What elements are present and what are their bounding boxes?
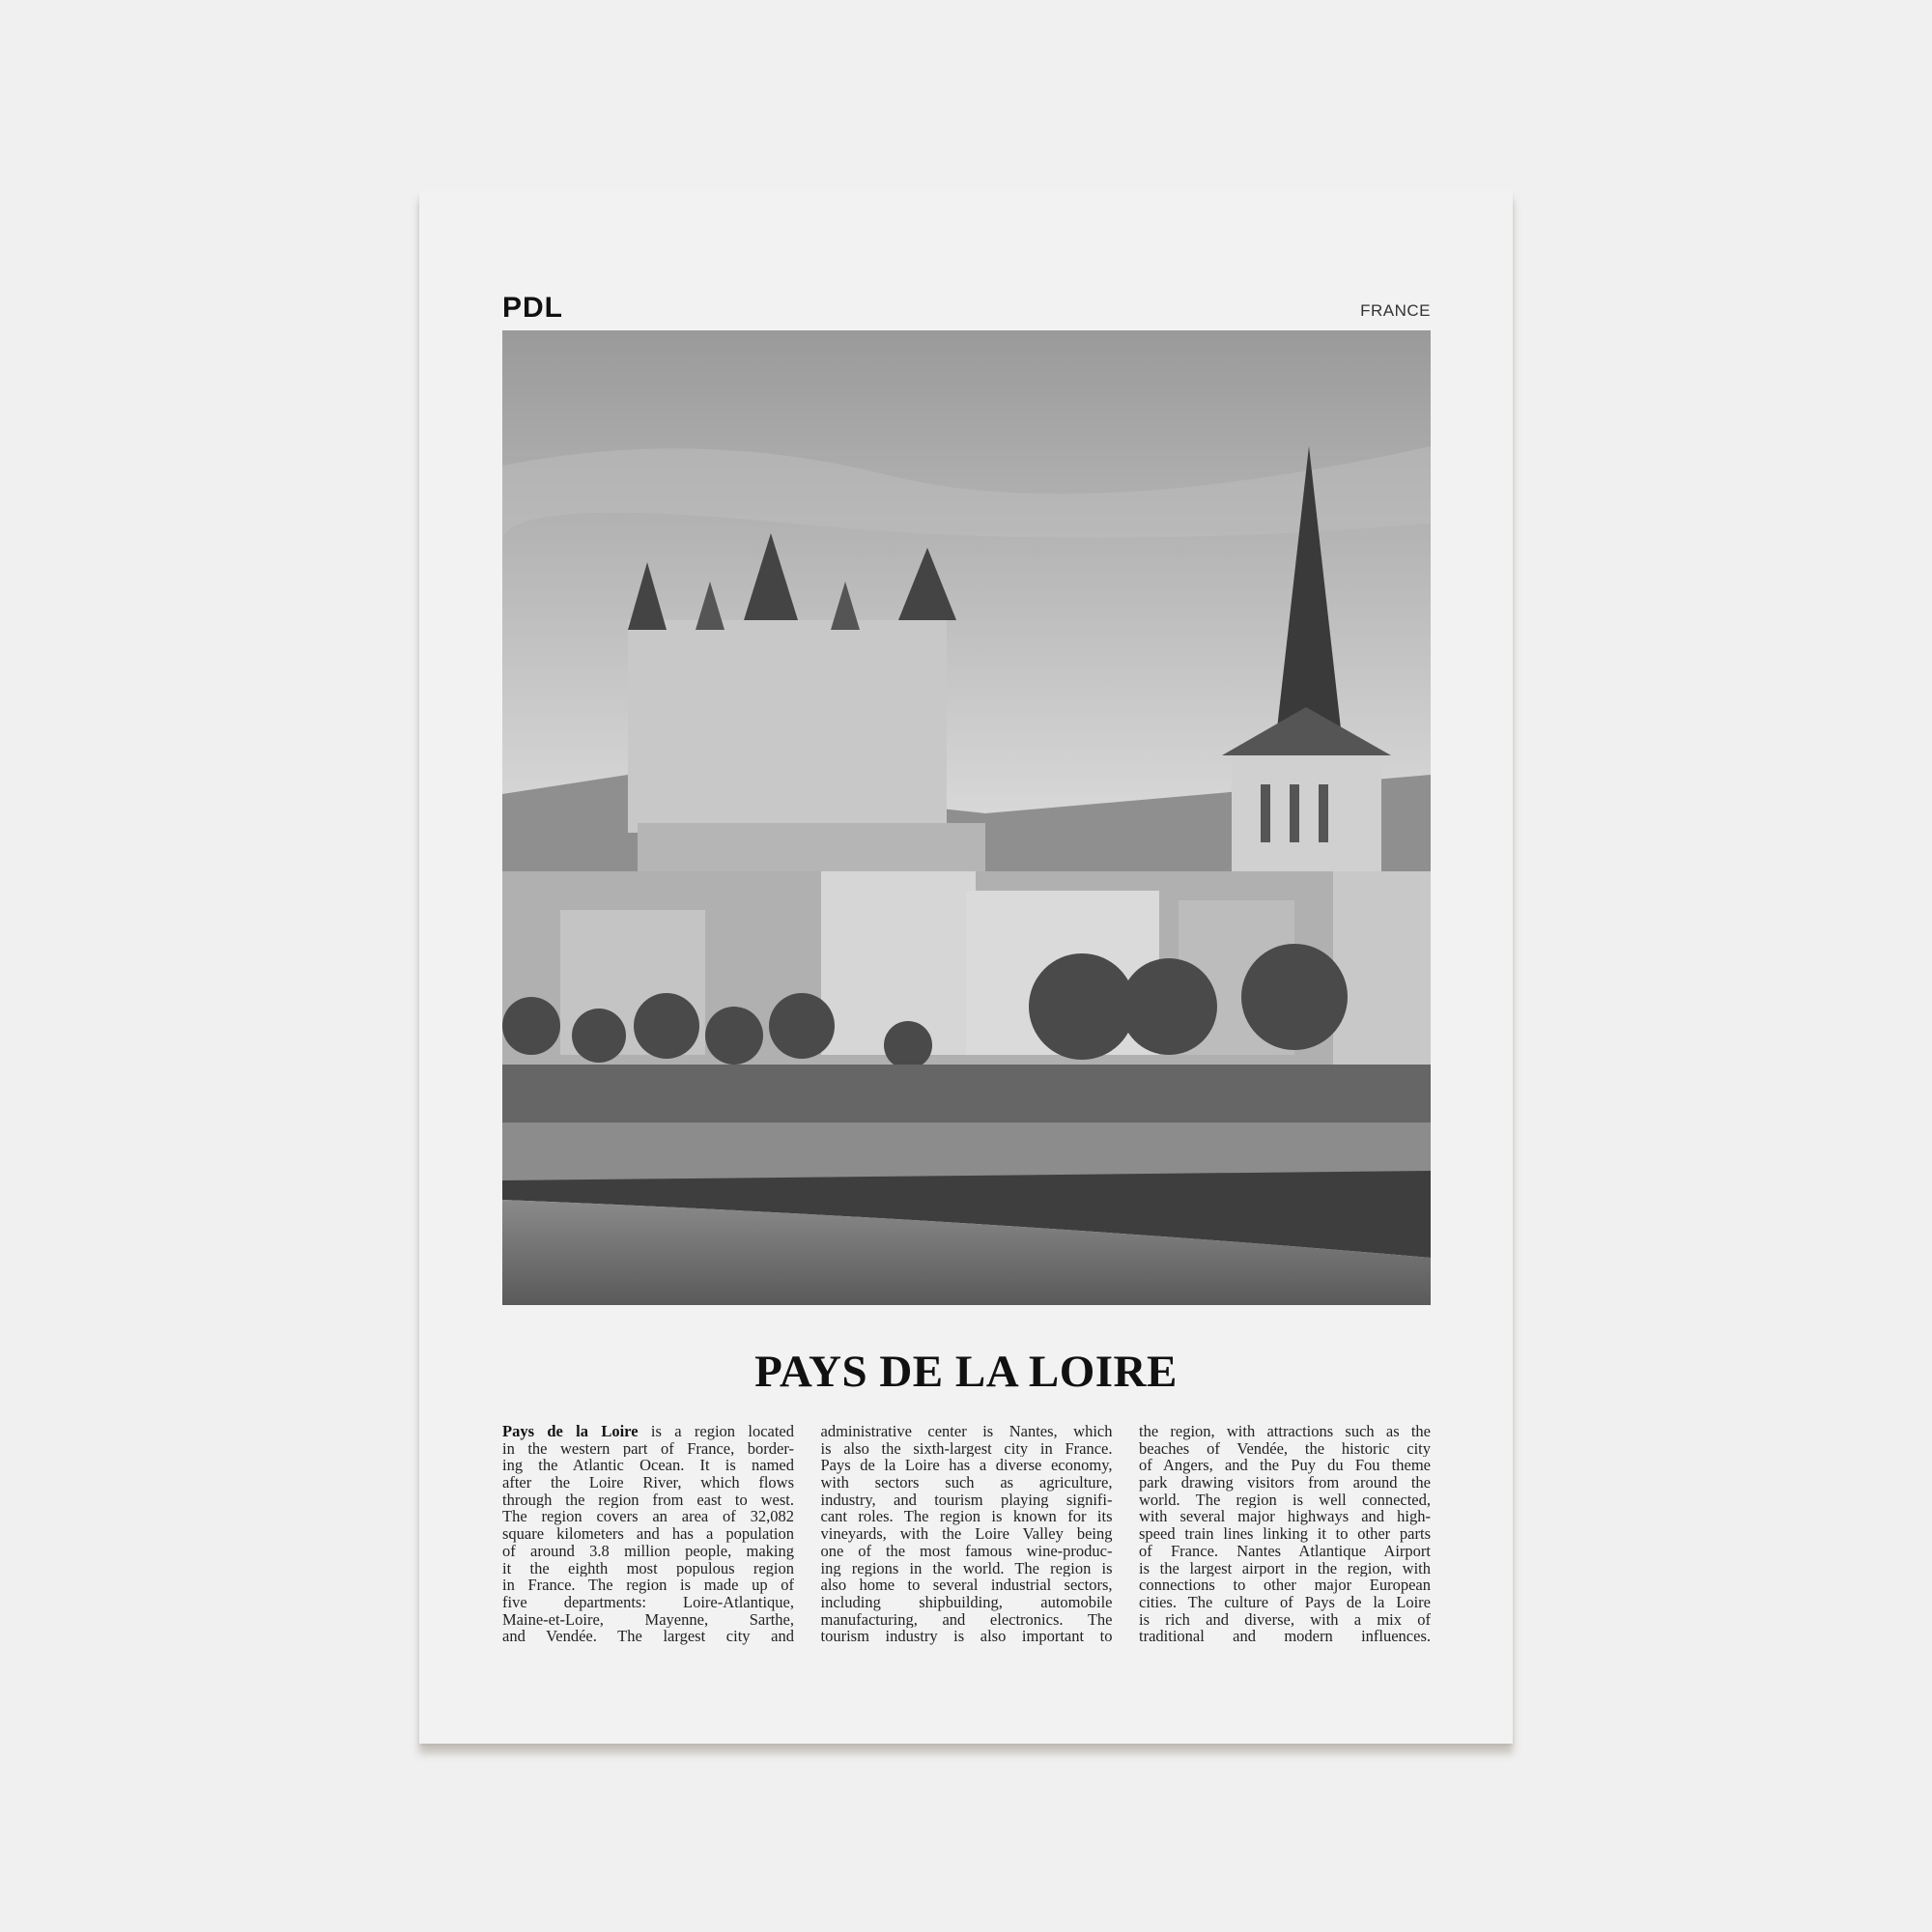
text-line [821,1423,1113,1440]
line-text: industry, and tourism playing signifi- [820,1491,1113,1509]
line-text: five departments: Loire-Atlantique, [502,1593,794,1611]
text-line [502,1594,794,1611]
line-text: square kilometers and has a population [502,1525,794,1543]
line-text: world. The region is well connected, [1139,1491,1431,1509]
line-text: cities. The culture of Pays de la Loire [1139,1593,1431,1611]
line-text: including shipbuilding, automobile [820,1593,1113,1611]
line-text: ing regions in the world. The region is [820,1559,1113,1577]
text-line [502,1423,794,1440]
castle-town-photo [502,330,1431,1305]
text-line [1139,1577,1431,1594]
line-text: with sectors such as agriculture, [820,1474,1113,1492]
text-line [502,1474,794,1492]
text-line [821,1457,1113,1474]
line-text: tourism industry is also important to [820,1628,1113,1645]
line-text: in the western part of France, border- [502,1439,794,1458]
line-text: park drawing visitors from around the [1139,1474,1431,1492]
line-text: is a region located [650,1423,794,1440]
text-line [502,1440,794,1458]
text-column-2 [821,1423,1113,1645]
line-text: is rich and diverse, with a mix of [1139,1610,1431,1629]
text-line [1139,1508,1431,1525]
description-text [502,1423,1431,1645]
line-text: Pays de la Loire has a diverse economy, [820,1457,1113,1475]
text-line [821,1440,1113,1458]
line-text: in France. The region is made up of [502,1577,794,1594]
text-column-3 [1139,1423,1431,1645]
text-line [821,1560,1113,1577]
text-line [1139,1525,1431,1543]
text-line [502,1492,794,1509]
text-line [502,1508,794,1525]
line-text: it the eighth most populous region [502,1559,794,1577]
text-line [1139,1440,1431,1458]
text-line [502,1577,794,1594]
poster-title: PAYS DE LA LOIRE [754,1347,1178,1397]
text-line [821,1508,1113,1525]
text-line [1139,1594,1431,1611]
poster [419,191,1513,1744]
line-text: the region, with attractions such as the [1139,1423,1431,1440]
text-line [502,1560,794,1577]
text-line [1139,1474,1431,1492]
line-text: cant roles. The region is known for its [820,1508,1113,1526]
brand-code: PDL [502,292,563,324]
line-text: of around 3.8 million people, making [502,1542,794,1560]
text-line [1139,1492,1431,1509]
line-text: of France. Nantes Atlantique Airport [1139,1542,1431,1560]
text-line [1139,1628,1431,1645]
line-text: connections to other major European [1139,1577,1431,1594]
line-text: also home to several industrial sectors, [820,1577,1113,1594]
text-line [821,1525,1113,1543]
line-text: through the region from east to west. [502,1491,794,1509]
line-text: one of the most famous wine-produc- [820,1542,1113,1560]
text-line [1139,1543,1431,1560]
line-text: traditional and modern influences. [1139,1628,1431,1645]
text-line [821,1474,1113,1492]
text-line [1139,1423,1431,1440]
text-line [821,1611,1113,1629]
country-label: FRANCE [1360,301,1431,320]
text-line [821,1543,1113,1560]
line-text: is the largest airport in the region, with [1139,1559,1431,1577]
text-line [1139,1457,1431,1474]
text-column-1 [502,1423,794,1645]
text-line [821,1492,1113,1509]
line-text: vineyards, with the Loire Valley being [820,1525,1113,1543]
line-text: after the Loire River, which flows [502,1474,794,1492]
line-text: administrative center is Nantes, which [820,1423,1113,1440]
text-line [502,1457,794,1474]
text-line [821,1628,1113,1645]
line-text: and Vendée. The largest city and [502,1628,794,1645]
text-line [821,1577,1113,1594]
text-line [502,1611,794,1629]
text-line [1139,1611,1431,1629]
line-text: beaches of Vendée, the historic city [1139,1439,1431,1458]
line-text: ing the Atlantic Ocean. It is named [502,1457,794,1475]
text-line [821,1594,1113,1611]
line-text: is also the sixth-largest city in France. [820,1439,1113,1458]
lead-bold: Pays de la Loire [502,1423,639,1440]
line-text: manufacturing, and electronics. The [820,1610,1113,1629]
text-line [502,1525,794,1543]
line-text: Maine-et-Loire, Mayenne, Sarthe, [502,1610,794,1629]
line-text: speed train lines linking it to other parts [1139,1525,1431,1543]
text-line [502,1628,794,1645]
text-line [502,1543,794,1560]
line-text: with several major highways and high- [1139,1508,1431,1526]
line-text: The region covers an area of 32,082 [502,1508,794,1526]
text-line [1139,1560,1431,1577]
line-text: of Angers, and the Puy du Fou theme [1139,1457,1431,1475]
